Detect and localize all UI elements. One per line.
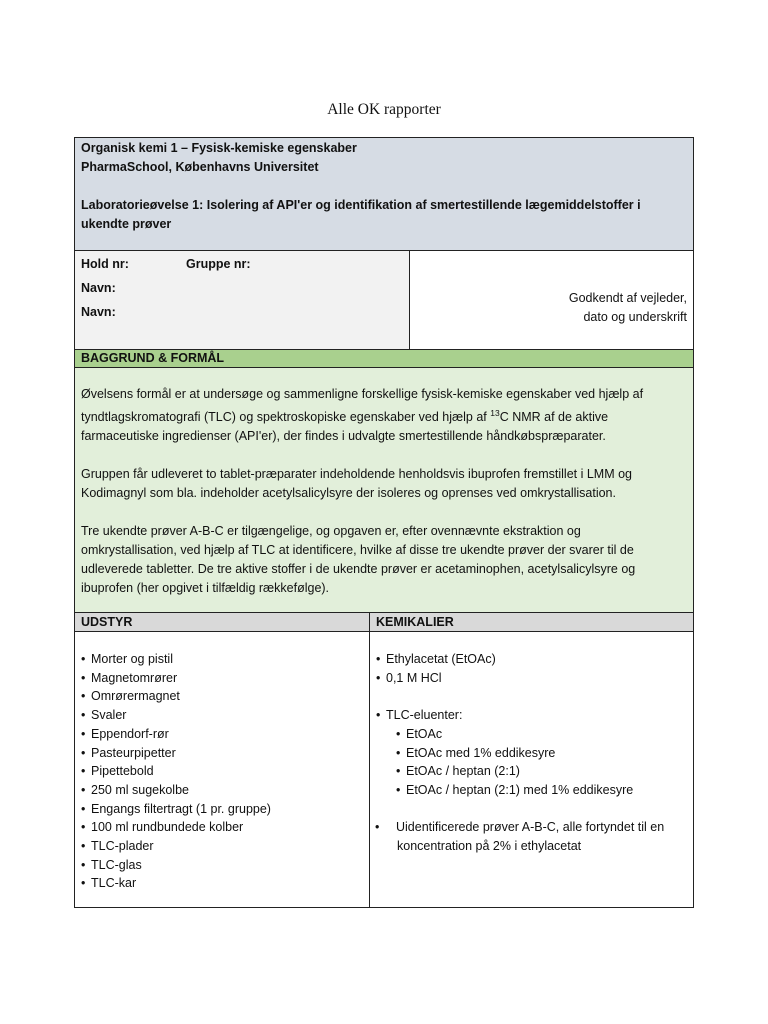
list-item: • TLC-glas xyxy=(81,857,142,872)
background-paragraph-3: Tre ukendte prøver A-B-C er tilgængelige, og opgaven er, efter ovennævnte ekstraktion og omkrystallisation, ved hjælp af TLC at identificere, hvilke af disse tre ukendte prøver der svarer til de udleverede tabletter. De tre aktive stoffer i de ukendte prøver er acetaminophen, acetylsalicylsyre og ibuprofen (her opgivet i tilfældig rækkefølge). xyxy=(81,524,636,595)
list-item: • Eppendorf-rør xyxy=(81,726,169,741)
list-item: • TLC-plader xyxy=(81,839,154,854)
approval-line-1: Godkendt af vejleder, xyxy=(568,291,687,305)
list-item: • Svaler xyxy=(81,708,127,723)
hold-label: Hold nr: xyxy=(81,257,129,271)
background-paragraph-2: Gruppen får udleveret to tablet-præparater indeholdende henholdsvis ibuprofen fremstillet i LMM og Kodimagnyl som bla. indeholder acetylsalicylsyre der isoleres og oprenses ved omkrystallisation. xyxy=(81,467,633,500)
exercise-title-line1: Laboratorieøvelse 1: Isolering af API'er og identifikation af smertestillende lægemiddelstoffer i xyxy=(81,198,641,212)
eluent-list xyxy=(376,725,687,800)
exercise-title-line2: ukendte prøver xyxy=(81,217,172,231)
approval-line-2: dato og underskrift xyxy=(583,310,687,324)
chemicals-list xyxy=(376,650,687,725)
list-item: • Uidentificerede prøver A-B-C, alle fortyndet til en koncentration på 2% i ethylacetat xyxy=(375,820,665,853)
list-item: • 0,1 M HCl xyxy=(376,670,442,685)
list-item: • Pipettebold xyxy=(81,764,154,779)
equipment-list xyxy=(81,650,363,893)
list-item: • Pasteurpipetter xyxy=(81,745,176,760)
list-item: • Magnetomrører xyxy=(81,670,178,685)
gruppe-label: Gruppe nr: xyxy=(186,257,251,271)
list-item: • 100 ml rundbundede kolber xyxy=(81,820,244,835)
approval-box xyxy=(409,250,694,350)
list-item: • Morter og pistil xyxy=(81,652,173,666)
list-item: • EtOAc med 1% eddikesyre xyxy=(396,745,556,760)
equipment-list-box xyxy=(74,631,370,908)
report-header xyxy=(74,137,694,251)
chemicals-heading: KEMIKALIER xyxy=(369,612,694,632)
list-item: • EtOAc / heptan (2:1) med 1% eddikesyre xyxy=(396,782,634,797)
school-name: PharmaSchool, Københavns Universitet xyxy=(81,160,319,174)
background-paragraph-1: Øvelsens formål er at undersøge og sammenligne forskellige fysisk-kemiske egenskaber ved hjælp af tyndtlagskromatografi (TLC) og spektroskopiske egenskaber ved hjælp af $^{13}$C NMR af de aktive farmaceutiske ingredienser (API'er), der findes i udvalgte smertestillende håndkøbspræparater. xyxy=(81,387,644,443)
background-heading: BAGGRUND & FORMÅL xyxy=(74,349,694,368)
navn-label-2: Navn: xyxy=(81,305,116,319)
list-item: • TLC-eluenter: xyxy=(376,708,463,723)
list-item: • EtOAc / heptan (2:1) xyxy=(396,764,520,779)
background-text xyxy=(74,367,694,613)
page-title: Alle OK rapporter xyxy=(327,101,441,118)
equipment-heading: UDSTYR xyxy=(74,612,370,632)
chemicals-list-box xyxy=(369,631,694,908)
navn-label-1: Navn: xyxy=(81,281,116,295)
group-info xyxy=(74,250,410,350)
list-item: • TLC-kar xyxy=(81,876,137,891)
list-item: • Ethylacetat (EtOAc) xyxy=(376,652,496,666)
list-item: • Engangs filtertragt (1 pr. gruppe) xyxy=(81,801,271,816)
course-name: Organisk kemi 1 – Fysisk-kemiske egenskaber xyxy=(81,141,357,155)
list-item: • EtOAc xyxy=(396,726,443,741)
list-item: • Omrørermagnet xyxy=(81,689,180,704)
list-item: • 250 ml sugekolbe xyxy=(81,782,189,797)
